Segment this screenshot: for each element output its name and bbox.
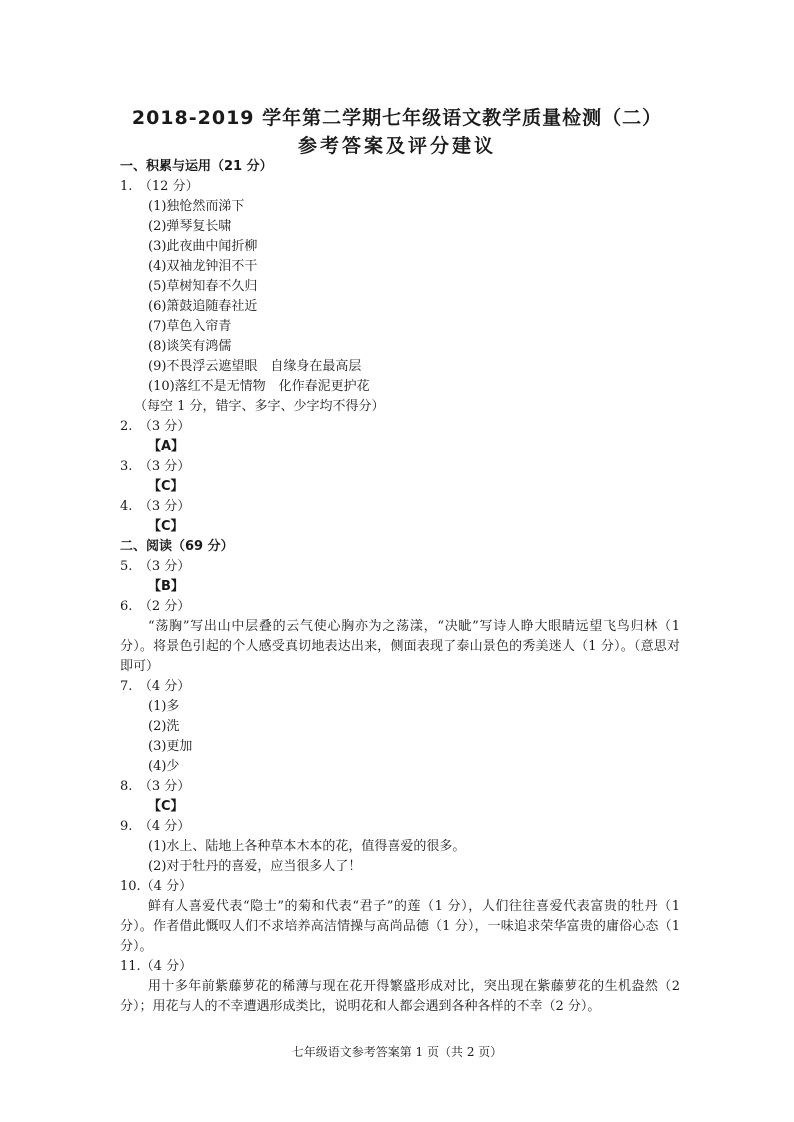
question-1-label: 1. （12 分）: [120, 179, 199, 194]
q7-item-1: (1)多: [148, 699, 180, 714]
q9-item-1: (1)水上、陆地上各种草本木本的花，值得喜爱的很多。: [148, 839, 466, 854]
question-8-label: 8. （3 分）: [120, 779, 191, 794]
q6-answer-text: “荡胸”写出山中层叠的云气使心胸亦为之荡漾，“决眦”写诗人睁大眼睛远望飞鸟归林（1 分）。将景色引起的个人感受真切地表达出来，侧面表现了泰山景色的秀美迷人（1 分）。（意思对即可）: [120, 619, 680, 674]
question-4-label: 4. （3 分）: [120, 499, 191, 514]
q1-item-10: (10)落红不是无情物 化作春泥更护花: [148, 379, 370, 394]
question-2-label: 2. （3 分）: [120, 419, 191, 434]
q1-item-9: (9)不畏浮云遮望眼 自缘身在最高层: [148, 359, 362, 374]
q1-item-8: (8)谈笑有鸿儒: [148, 339, 232, 354]
q1-item-6: (6)箫鼓追随春社近: [148, 299, 258, 314]
question-11-label: 11.（4 分）: [120, 959, 193, 974]
q9-item-2: (2)对于牡丹的喜爱，应当很多人了！: [148, 859, 362, 874]
answer-content: [120, 157, 680, 1017]
q2-answer: 【A】: [148, 439, 185, 454]
q1-item-4: (4)双袖龙钟泪不干: [148, 259, 258, 274]
section-heading-2: 二、阅读（69 分）: [120, 539, 234, 554]
q4-answer: 【C】: [148, 519, 184, 534]
q1-item-5: (5)草树知春不久归: [148, 279, 258, 294]
q5-answer: 【B】: [148, 579, 184, 594]
q1-scoring-note: （每空 1 分，错字、多字、少字均不得分）: [134, 399, 385, 414]
question-6-label: 6. （2 分）: [120, 599, 191, 614]
q1-item-7: (7)草色入帘青: [148, 319, 232, 334]
q3-answer: 【C】: [148, 479, 184, 494]
page-footer: 七年级语文参考答案第 1 页（共 2 页）: [291, 1045, 503, 1059]
q1-item-3: (3)此夜曲中闻折柳: [148, 239, 258, 254]
question-7-label: 7. （4 分）: [120, 679, 191, 694]
q11-answer-text: 用十多年前紫藤萝花的稀薄与现在花开得繁盛形成对比，突出现在紫藤萝花的生机盎然（2 分）；用花与人的不幸遭遇形成类比，说明花和人都会遇到各种各样的不幸（2 分）。: [120, 979, 680, 1014]
q8-answer: 【C】: [148, 799, 184, 814]
q7-item-2: (2)洗: [148, 719, 180, 734]
q1-item-1: (1)独怆然而涕下: [148, 199, 245, 214]
document-title: 2018-2019 学年第二学期七年级语文教学质量检测（二）: [131, 107, 663, 129]
q7-item-4: (4)少: [148, 759, 180, 774]
q10-answer-text: 鲜有人喜爱代表“隐士”的菊和代表“君子”的莲（1 分），人们往往喜爱代表富贵的牡丹（1 分）。作者借此慨叹人们不求培养高洁情操与高尚品德（1 分），一味追求荣华富贵的庸俗心态（1 分）。: [120, 899, 680, 954]
question-9-label: 9. （4 分）: [120, 819, 191, 834]
question-5-label: 5. （3 分）: [120, 559, 191, 574]
question-3-label: 3. （3 分）: [120, 459, 191, 474]
q7-item-3: (3)更加: [148, 739, 193, 754]
document-subtitle: 参考答案及评分建议: [297, 135, 496, 157]
question-10-label: 10.（4 分）: [120, 879, 193, 894]
q1-item-2: (2)弹琴复长啸: [148, 219, 232, 234]
section-heading-1: 一、积累与运用（21 分）: [120, 159, 273, 174]
